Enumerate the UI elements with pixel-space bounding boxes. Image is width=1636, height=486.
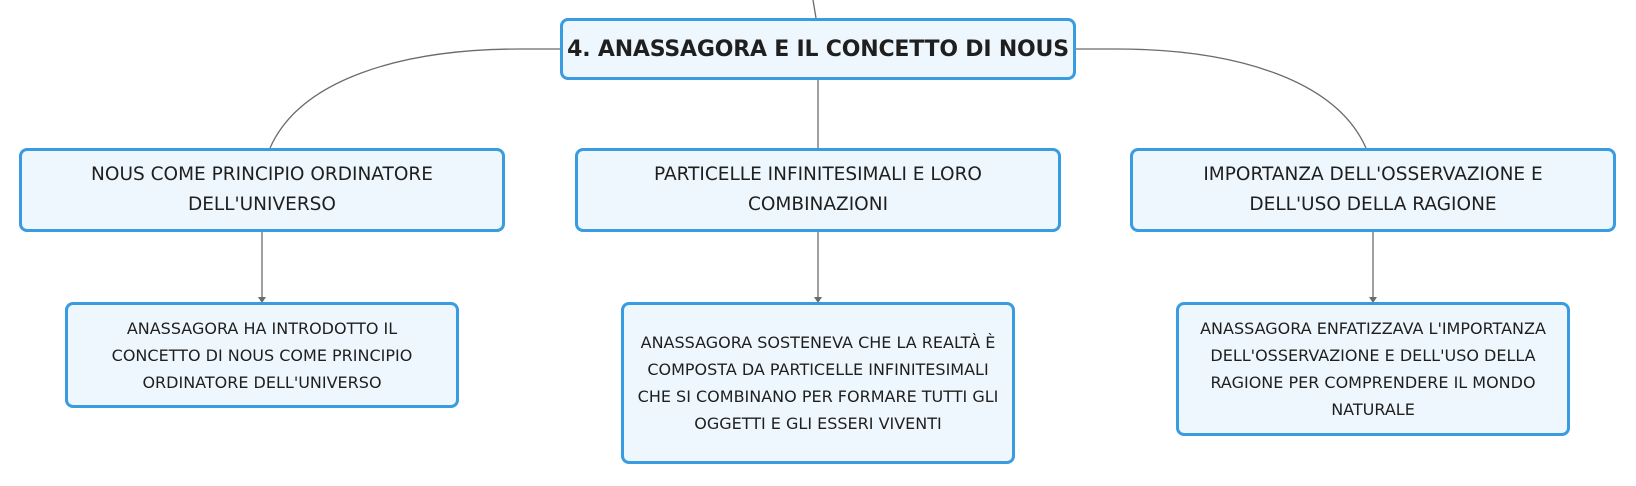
detail-node-nous[interactable]: [65, 302, 459, 408]
detail-node-particelle[interactable]: [621, 302, 1015, 464]
detail-text: ANASSAGORA SOSTENEVA CHE LA REALTÀ È COMPOSTA DA PARTICELLE INFINITESIMALI CHE SI COMBINANO PER FORMARE TUTTI GLI OGGETTI E GLI ESSERI VIVENTI: [637, 333, 999, 433]
root-node[interactable]: [560, 18, 1076, 80]
root-title: 4. ANASSAGORA E IL CONCETTO DI NOUS: [567, 36, 1069, 62]
topic-label: NOUS COME PRINCIPIO ORDINATORE DELL'UNIVERSO: [91, 164, 433, 215]
connector-root-to-branch-3: [1076, 49, 1366, 148]
topic-node-osservazione[interactable]: [1130, 148, 1616, 232]
detail-text: ANASSAGORA HA INTRODOTTO IL CONCETTO DI NOUS COME PRINCIPIO ORDINATORE DELL'UNIVERSO: [111, 318, 413, 392]
connector-root-to-branch-1: [270, 49, 560, 148]
detail-text: ANASSAGORA ENFATIZZAVA L'IMPORTANZA DELL'OSSERVAZIONE E DELL'USO DELLA RAGIONE PER COMPRENDERE IL MONDO NATURALE: [1200, 319, 1546, 419]
topic-node-particelle[interactable]: [575, 148, 1061, 232]
topic-node-nous[interactable]: [19, 148, 505, 232]
topic-label: IMPORTANZA DELL'OSSERVAZIONE E DELL'USO DELLA RAGIONE: [1203, 164, 1543, 215]
detail-node-osservazione[interactable]: [1176, 302, 1570, 436]
connector-parent-to-root: [813, 0, 816, 18]
topic-label: PARTICELLE INFINITESIMALI E LORO COMBINAZIONI: [653, 164, 982, 215]
